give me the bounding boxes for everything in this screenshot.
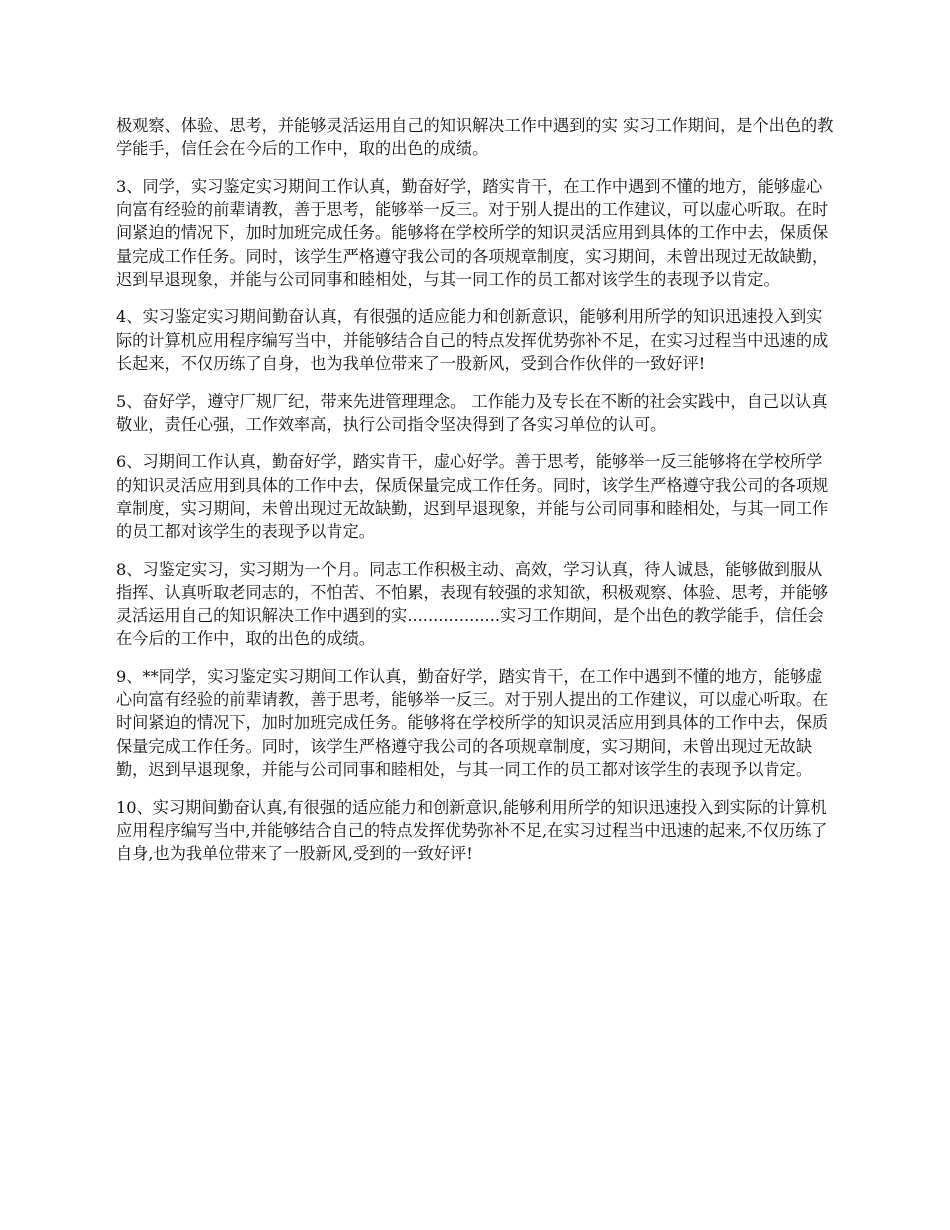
- paragraph-9: 9、**同学，实习鉴定实习期间工作认真，勤奋好学，踏实肯干，在工作中遇到不懂的地方，能够虚心向富有经验的前辈请教，善于思考，能够举一反三。对于别人提出的工作建议，可以虚心听取。在时间紧迫的情况下，加时加班完成任务。能够将在学校所学的知识灵活应用到具体的工作中去，保质保量完成工作任务。同时，该学生严格遵守我公司的各项规章制度，实习期间，未曾出现过无故缺勤，迟到早退现象，并能与公司同事和睦相处，与其一同工作的员工都对该学生的表现予以肯定。: [116, 667, 829, 779]
- paragraph-4: 4、实习鉴定实习期间勤奋认真，有很强的适应能力和创新意识，能够利用所学的知识迅速投入到实际的计算机应用程序编写当中，并能够结合自己的特点发挥优势弥补不足，在实习过程当中迅速的成长起来，不仅历练了自身，也为我单位带来了一股新风，受到合作伙伴的一致好评!: [116, 307, 829, 373]
- paragraph-continuation: 极观察、体验、思考，并能够灵活运用自己的知识解决工作中遇到的实 实习工作期间，是个出色的教学能手，信任会在今后的工作中，取的出色的成绩。: [116, 116, 834, 159]
- paragraph-10: 10、实习期间勤奋认真,有很强的适应能力和创新意识,能够利用所学的知识迅速投入到实际的计算机应用程序编写当中,并能够结合自己的特点发挥优势弥补不足,在实习过程当中迅速的起来,不仅历练了自身,也为我单位带来了一股新风,受到的一致好评!: [116, 797, 828, 863]
- paragraph-8: 8、习鉴定实习，实习期为一个月。同志工作积极主动、高效，学习认真，待人诚恳，能够做到服从指挥、认真听取老同志的，不怕苦、不怕累，表现有较强的求知欲，积极观察、体验、思考，并能够灵活运用自己的知识解决工作中遇到的实..................实习工作期间，是个出色的教学能手，信任会在今后的工作中，取的出色的成绩。: [116, 559, 829, 649]
- paragraph-3: 3、同学，实习鉴定实习期间工作认真，勤奋好学，踏实肯干，在工作中遇到不懂的地方，能够虚心向富有经验的前辈请教，善于思考，能够举一反三。对于别人提出的工作建议，可以虚心听取。在时间紧迫的情况下，加时加班完成任务。能够将在学校所学的知识灵活应用到具体的工作中去，保质保量完成工作任务。同时，该学生严格遵守我公司的各项规章制度，实习期间，未曾出现过无故缺勤，迟到早退现象，并能与公司同事和睦相处，与其一同工作的员工都对该学生的表现予以肯定。: [116, 176, 829, 289]
- paragraph-5: 5、奋好学，遵守厂规厂纪，带来先进管理理念。 工作能力及专长在不断的社会实践中，自己以认真敬业，责任心强，工作效率高，执行公司指令坚决得到了各实习单位的认可。: [116, 391, 828, 434]
- paragraph-6: 6、习期间工作认真，勤奋好学，踏实肯干，虚心好学。善于思考，能够举一反三能够将在学校所学的知识灵活应用到具体的工作中去，保质保量完成工作任务。同时，该学生严格遵守我公司的各项规章制度，实习期间，未曾出现过无故缺勤，迟到早退现象，并能与公司同事和睦相处，与其一同工作的员工都对该学生的表现予以肯定。: [116, 452, 829, 542]
- document-body: [116, 114, 838, 865]
